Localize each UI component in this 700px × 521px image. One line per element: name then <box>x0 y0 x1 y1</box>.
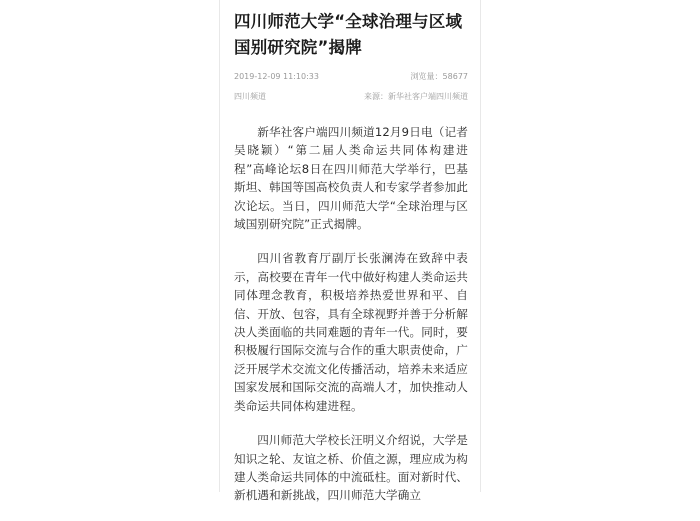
right-divider <box>480 0 481 492</box>
left-divider <box>219 0 220 492</box>
meta-row-source <box>234 89 468 103</box>
paragraph: 四川省教育厅副厅长张澜涛在致辞中表示，高校要在青年一代中做好构建人类命运共同体理念教育，积极培养热爱世界和平、自信、开放、包容，具有全球视野并善于分析解决人类面临的共同难题的青年一代。同时，要积极履行国际交流与合作的重大职责使命，广泛开展学术交流文化传播活动，培养未来适应国家发展和国际交流的高端人才，加快推动人类命运共同体构建进程。 <box>234 251 468 413</box>
paragraph: 新华社客户端四川频道12月9日电（记者吴晓颖）“第二届人类命运共同体构建进程”高峰论坛8日在四川师范大学举行，巴基斯坦、韩国等国高校负责人和专家学者参加此次论坛。当日，四川师范大学“全球治理与区域国别研究院”正式揭牌。 <box>234 125 468 232</box>
source-label: 来源：新华社客户端四川频道 <box>364 91 468 101</box>
article-title: 四川师范大学“全球治理与区域国别研究院”揭牌 <box>234 12 463 57</box>
view-count: 浏览量：58677 <box>410 71 468 81</box>
channel-label: 四川频道 <box>234 91 266 101</box>
article <box>234 9 468 521</box>
paragraph: 四川师范大学校长汪明义介绍说，大学是知识之轮、友谊之桥、价值之源，理应成为构建人类命运共同体的中流砥柱。面对新时代、新机遇和新挑战，四川师范大学确立 <box>234 433 468 503</box>
article-body <box>234 123 468 505</box>
meta-row-date <box>234 69 468 83</box>
publish-datetime: 2019-12-09 11:10:33 <box>234 71 319 81</box>
